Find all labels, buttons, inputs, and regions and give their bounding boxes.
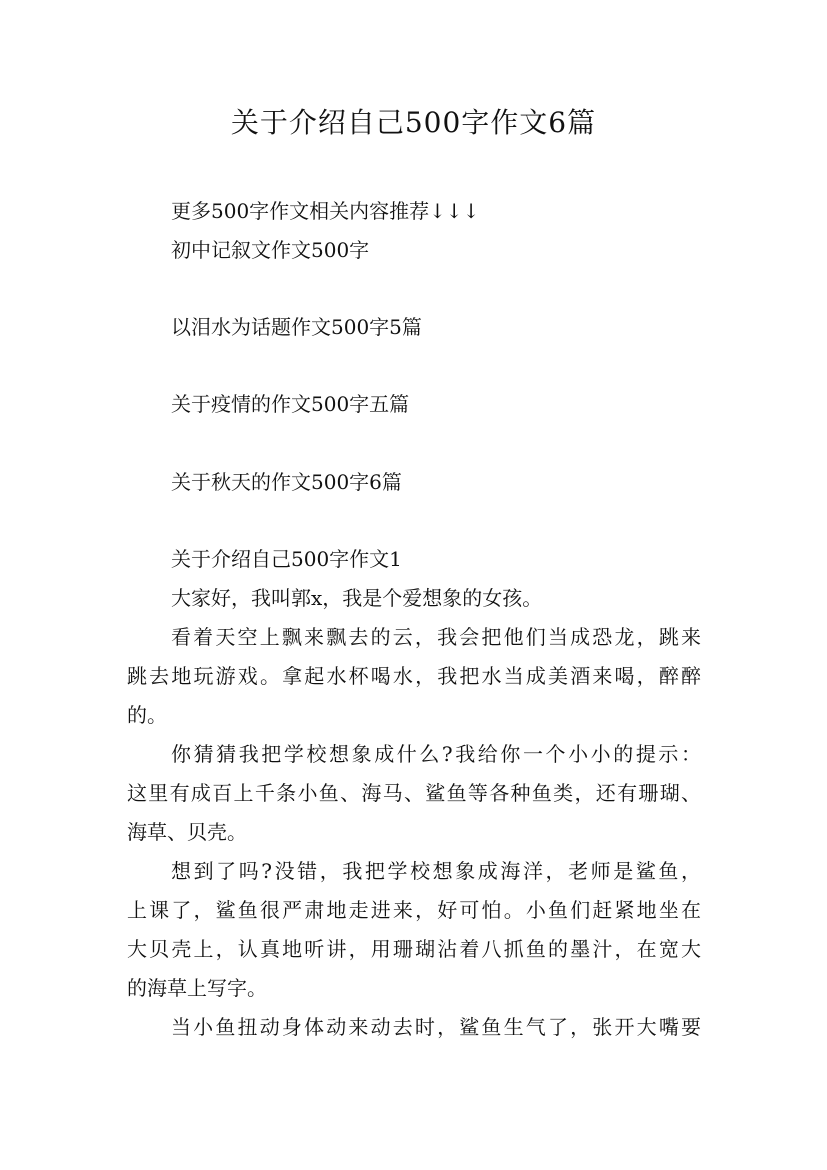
section-heading: 关于介绍自己500字作文1 [171,547,402,571]
paragraph-line: 想到了吗?没错，我把学校想象成海洋，老师是鲨鱼， [171,859,701,883]
paragraph-line: 你猜猜我把学校想象成什么?我给你一个小小的提示： [171,742,701,766]
document-title: 关于介绍自己500字作文6篇 [230,106,597,139]
paragraph-line: 上课了，鲨鱼很严肃地走进来，好可怕。小鱼们赶紧地坐在 [127,898,701,922]
paragraph-line: 跳去地玩游戏。拿起水杯喝水，我把水当成美酒来喝，醉醉 [127,664,701,688]
paragraph-line: 的海草上写字。 [127,976,267,1000]
paragraph-line: 这里有成百上千条小鱼、海马、鲨鱼等各种鱼类，还有珊瑚、 [127,781,701,805]
paragraph-line: 大贝壳上，认真地听讲，用珊瑚沾着八抓鱼的墨汁，在宽大 [127,937,701,961]
paragraph-line: 的。 [127,703,167,727]
paragraph-line: 当小鱼扭动身体动来动去时，鲨鱼生气了，张开大嘴要 [171,1015,701,1039]
recommend-link[interactable]: 关于秋天的作文500字6篇 [171,470,402,494]
paragraph-line: 看着天空上飘来飘去的云，我会把他们当成恐龙，跳来 [171,625,701,649]
recommend-heading: 更多500字作文相关内容推荐↓↓↓ [171,199,480,223]
recommend-link[interactable]: 以泪水为话题作文500字5篇 [171,315,422,339]
paragraph-line: 海草、贝壳。 [127,820,247,844]
recommend-link[interactable]: 关于疫情的作文500字五篇 [171,392,410,416]
paragraph-line: 大家好，我叫郭x，我是个爱想象的女孩。 [171,586,543,610]
recommend-link[interactable]: 初中记叙文作文500字 [171,238,370,262]
